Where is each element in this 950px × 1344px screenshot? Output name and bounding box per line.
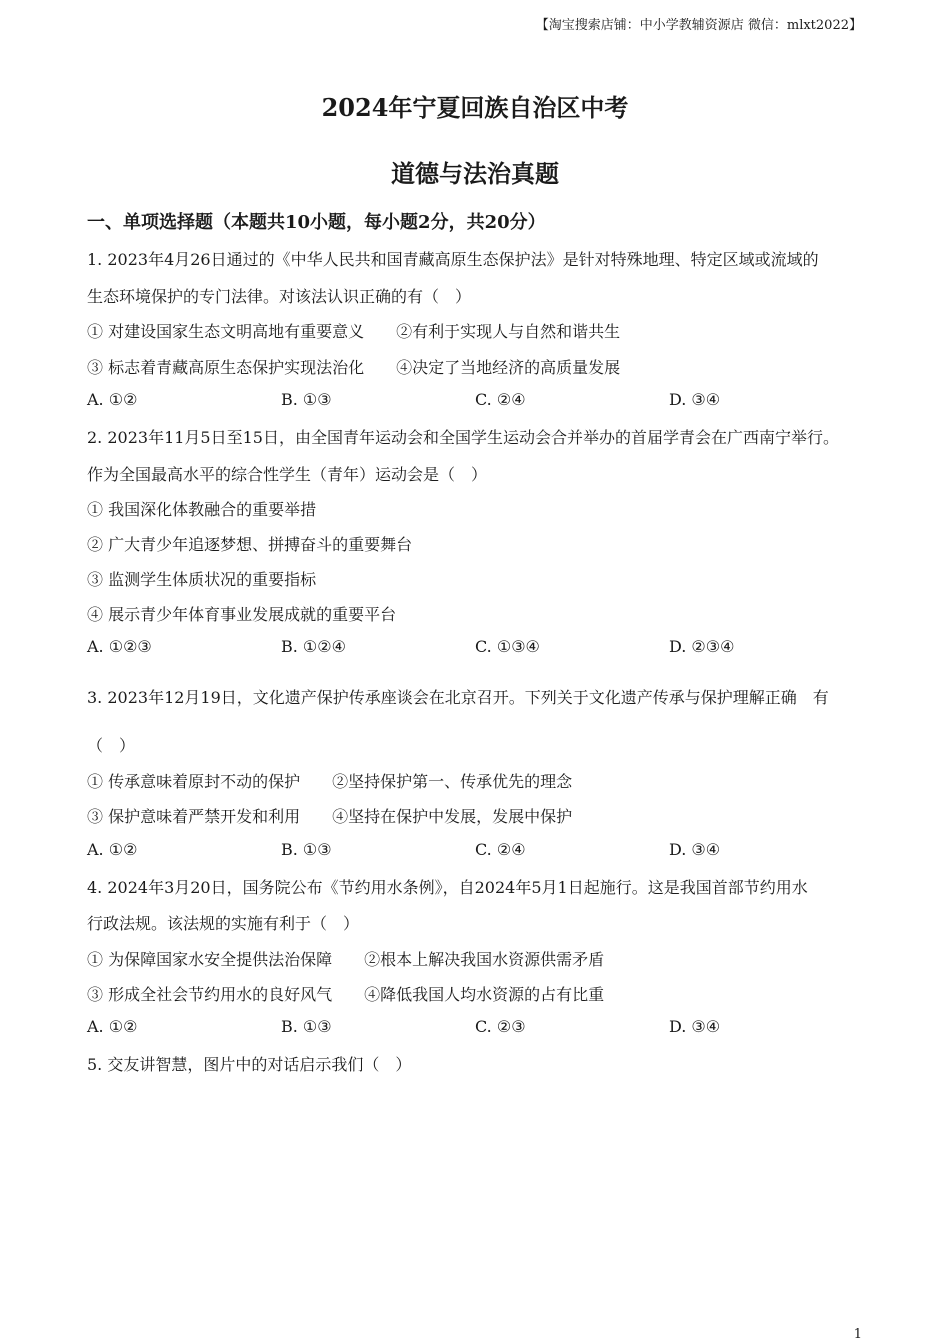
option-d: D. ③④ xyxy=(669,1017,721,1036)
option-b: B. ①③ xyxy=(281,840,332,859)
question-2-options xyxy=(87,637,863,656)
question-1-items: ③ 标志着青藏高原生态保护实现法治化 ④决定了当地经济的高质量发展 xyxy=(87,358,621,377)
question-2-item: ① 我国深化体教融合的重要举措 xyxy=(87,500,317,519)
question-2-item: ④ 展示青少年体育事业发展成就的重要平台 xyxy=(87,605,397,624)
option-d: D. ③④ xyxy=(669,390,721,409)
exam-subtitle: 道德与法治真题 xyxy=(391,159,559,188)
question-3-stem-cont: （ ） xyxy=(87,736,136,755)
question-4-options xyxy=(87,1017,863,1036)
question-4-items: ① 为保障国家水安全提供法治保障 ②根本上解决我国水资源供需矛盾 xyxy=(87,950,605,969)
option-b: B. ①③ xyxy=(281,1017,332,1036)
option-c: C. ②④ xyxy=(475,390,526,409)
option-a: A. ①② xyxy=(87,1017,138,1036)
question-4-items: ③ 形成全社会节约用水的良好风气 ④降低我国人均水资源的占有比重 xyxy=(87,985,605,1004)
option-b: B. ①③ xyxy=(281,390,332,409)
question-1-options xyxy=(87,390,863,409)
question-3-stem: 3. 2023年12月19日，文化遗产保护传承座谈会在北京召开。下列关于文化遗产传承与保护理解正确 有 xyxy=(87,688,829,707)
question-3-items: ③ 保护意味着严禁开发和利用 ④坚持在保护中发展，发展中保护 xyxy=(87,807,573,826)
option-c: C. ②④ xyxy=(475,840,526,859)
question-2-item: ③ 监测学生体质状况的重要指标 xyxy=(87,570,317,589)
question-5-stem: 5. 交友讲智慧，图片中的对话启示我们（ ） xyxy=(87,1055,412,1074)
option-c: C. ①③④ xyxy=(475,637,540,656)
question-4-stem-cont: 行政法规。该法规的实施有利于（ ） xyxy=(87,914,360,933)
page-number: 1 xyxy=(853,1327,862,1342)
question-4-stem: 4. 2024年3月20日，国务院公布《节约用水条例》，自2024年5月1日起施行。这是我国首部节约用水 xyxy=(87,878,808,897)
page-header: 【淘宝搜索店铺：中小学教辅资源店 微信：mlxt2022】 xyxy=(535,18,862,33)
question-2-item: ② 广大青少年追逐梦想、拼搏奋斗的重要舞台 xyxy=(87,535,413,554)
question-1-stem: 1. 2023年4月26日通过的《中华人民共和国青藏高原生态保护法》是针对特殊地理、特定区域或流域的 xyxy=(87,250,819,269)
question-3-options xyxy=(87,840,863,859)
option-a: A. ①②③ xyxy=(87,637,152,656)
option-a: A. ①② xyxy=(87,390,138,409)
question-1-stem-cont: 生态环境保护的专门法律。对该法认识正确的有（ ） xyxy=(87,287,472,306)
question-2-stem-cont: 作为全国最高水平的综合性学生（青年）运动会是（ ） xyxy=(87,465,488,484)
section-heading: 一、单项选择题（本题共10小题，每小题2分，共20分） xyxy=(87,212,546,233)
option-c: C. ②③ xyxy=(475,1017,526,1036)
question-3-items: ① 传承意味着原封不动的保护 ②坚持保护第一、传承优先的理念 xyxy=(87,772,573,791)
exam-title: 2024年宁夏回族自治区中考 xyxy=(321,93,629,122)
option-b: B. ①②④ xyxy=(281,637,346,656)
option-d: D. ③④ xyxy=(669,840,721,859)
question-1-items: ① 对建设国家生态文明高地有重要意义 ②有利于实现人与自然和谐共生 xyxy=(87,322,621,341)
option-d: D. ②③④ xyxy=(669,637,735,656)
option-a: A. ①② xyxy=(87,840,138,859)
question-2-stem: 2. 2023年11月5日至15日，由全国青年运动会和全国学生运动会合并举办的首届学青会在广西南宁举行。 xyxy=(87,428,839,447)
